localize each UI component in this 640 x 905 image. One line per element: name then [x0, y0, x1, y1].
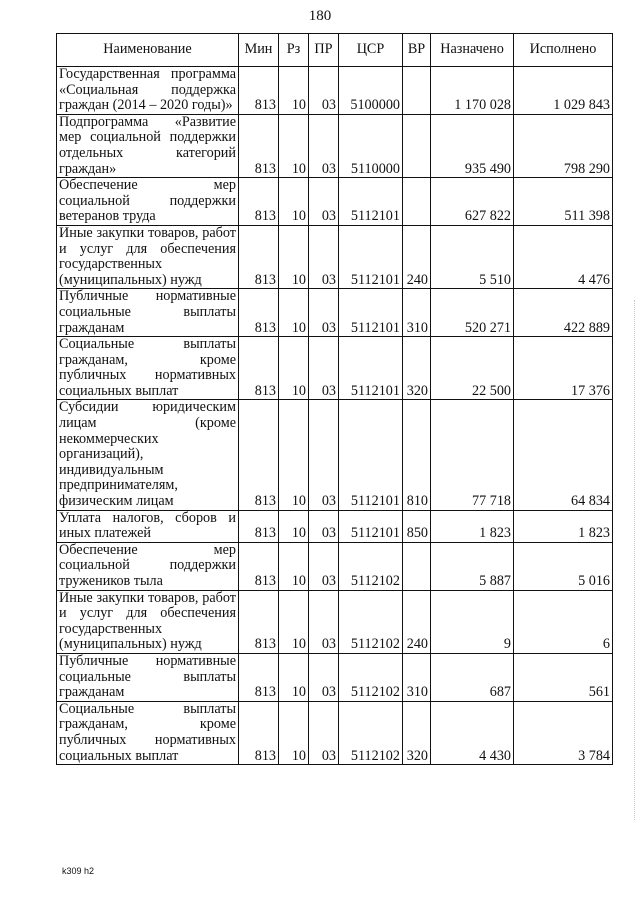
cell-name: Социальные выплаты гражданам, кроме публичных нормативных социальных выплат [57, 701, 239, 764]
cell-name: Уплата налогов, сборов и иных платежей [57, 510, 239, 542]
cell-vr [403, 67, 431, 115]
cell-csr: 5112101 [339, 178, 403, 226]
cell-min: 813 [239, 337, 279, 400]
cell-executed: 17 376 [514, 337, 613, 400]
cell-vr: 310 [403, 289, 431, 337]
cell-pr: 03 [309, 701, 339, 764]
cell-executed: 422 889 [514, 289, 613, 337]
cell-vr: 240 [403, 590, 431, 653]
cell-name: Субсидии юридическим лицам (кроме некоммерческих организаций), индивидуальным предпринимателям, физическим лицам [57, 400, 239, 510]
header-vr: ВР [403, 34, 431, 67]
cell-name: Социальные выплаты гражданам, кроме публичных нормативных социальных выплат [57, 337, 239, 400]
cell-vr: 320 [403, 337, 431, 400]
cell-rz: 10 [279, 653, 309, 701]
cell-csr: 5112102 [339, 590, 403, 653]
cell-rz: 10 [279, 400, 309, 510]
cell-assigned: 5 887 [431, 542, 514, 590]
table-row [57, 225, 613, 288]
cell-name: Обеспечение мер социальной поддержки ветеранов труда [57, 178, 239, 226]
cell-rz: 10 [279, 289, 309, 337]
cell-rz: 10 [279, 67, 309, 115]
cell-assigned: 9 [431, 590, 514, 653]
cell-assigned: 687 [431, 653, 514, 701]
table-row [57, 653, 613, 701]
header-min: Мин [239, 34, 279, 67]
cell-vr: 240 [403, 225, 431, 288]
cell-min: 813 [239, 510, 279, 542]
cell-csr: 5100000 [339, 67, 403, 115]
cell-executed: 4 476 [514, 225, 613, 288]
cell-assigned: 22 500 [431, 337, 514, 400]
cell-executed: 1 029 843 [514, 67, 613, 115]
header-csr: ЦСР [339, 34, 403, 67]
cell-min: 813 [239, 653, 279, 701]
cell-pr: 03 [309, 225, 339, 288]
cell-name: Публичные нормативные социальные выплаты гражданам [57, 289, 239, 337]
cell-vr: 810 [403, 400, 431, 510]
page-number: 180 [308, 8, 332, 24]
cell-assigned: 520 271 [431, 289, 514, 337]
cell-pr: 03 [309, 590, 339, 653]
cell-executed: 511 398 [514, 178, 613, 226]
cell-rz: 10 [279, 114, 309, 177]
cell-rz: 10 [279, 225, 309, 288]
cell-assigned: 1 823 [431, 510, 514, 542]
cell-assigned: 4 430 [431, 701, 514, 764]
cell-min: 813 [239, 289, 279, 337]
header-rz: Рз [279, 34, 309, 67]
cell-pr: 03 [309, 67, 339, 115]
cell-csr: 5110000 [339, 114, 403, 177]
header-executed: Исполнено [514, 34, 613, 67]
cell-assigned: 627 822 [431, 178, 514, 226]
cell-rz: 10 [279, 590, 309, 653]
cell-executed: 3 784 [514, 701, 613, 764]
table-header-row [57, 34, 613, 67]
table-row [57, 542, 613, 590]
cell-vr: 310 [403, 653, 431, 701]
cell-executed: 1 823 [514, 510, 613, 542]
header-pr: ПР [309, 34, 339, 67]
cell-min: 813 [239, 542, 279, 590]
cell-executed: 561 [514, 653, 613, 701]
cell-vr [403, 114, 431, 177]
cell-vr: 850 [403, 510, 431, 542]
budget-table [56, 33, 613, 765]
scan-edge-artifact [634, 300, 636, 820]
cell-rz: 10 [279, 337, 309, 400]
cell-pr: 03 [309, 400, 339, 510]
table-row [57, 178, 613, 226]
cell-csr: 5112101 [339, 510, 403, 542]
cell-pr: 03 [309, 542, 339, 590]
cell-assigned: 935 490 [431, 114, 514, 177]
cell-assigned: 1 170 028 [431, 67, 514, 115]
cell-executed: 64 834 [514, 400, 613, 510]
cell-name: Иные закупки товаров, работ и услуг для обеспечения государственных (муниципальных) нужд [57, 590, 239, 653]
cell-csr: 5112102 [339, 542, 403, 590]
cell-min: 813 [239, 701, 279, 764]
cell-rz: 10 [279, 510, 309, 542]
cell-pr: 03 [309, 510, 339, 542]
cell-min: 813 [239, 400, 279, 510]
table-row [57, 590, 613, 653]
cell-rz: 10 [279, 542, 309, 590]
table-row [57, 67, 613, 115]
cell-executed: 798 290 [514, 114, 613, 177]
cell-pr: 03 [309, 289, 339, 337]
header-assigned: Назначено [431, 34, 514, 67]
cell-min: 813 [239, 67, 279, 115]
cell-min: 813 [239, 225, 279, 288]
cell-executed: 5 016 [514, 542, 613, 590]
cell-pr: 03 [309, 114, 339, 177]
cell-rz: 10 [279, 178, 309, 226]
table-row [57, 114, 613, 177]
cell-min: 813 [239, 114, 279, 177]
cell-pr: 03 [309, 178, 339, 226]
cell-name: Иные закупки товаров, работ и услуг для обеспечения государственных (муниципальных) нужд [57, 225, 239, 288]
cell-min: 813 [239, 590, 279, 653]
cell-vr [403, 178, 431, 226]
header-name: Наименование [57, 34, 239, 67]
table-row [57, 510, 613, 542]
cell-vr [403, 542, 431, 590]
table-row [57, 337, 613, 400]
table-row [57, 289, 613, 337]
footer-code: k309 h2 [62, 866, 95, 876]
cell-assigned: 77 718 [431, 400, 514, 510]
cell-csr: 5112101 [339, 337, 403, 400]
cell-csr: 5112102 [339, 653, 403, 701]
cell-min: 813 [239, 178, 279, 226]
cell-csr: 5112102 [339, 701, 403, 764]
cell-pr: 03 [309, 337, 339, 400]
cell-name: Публичные нормативные социальные выплаты гражданам [57, 653, 239, 701]
cell-name: Государственная программа «Социальная поддержка граждан (2014 – 2020 годы)» [57, 67, 239, 115]
table-row [57, 701, 613, 764]
cell-name: Обеспечение мер социальной поддержки тружеников тыла [57, 542, 239, 590]
cell-csr: 5112101 [339, 400, 403, 510]
table-body [57, 67, 613, 765]
cell-assigned: 5 510 [431, 225, 514, 288]
cell-pr: 03 [309, 653, 339, 701]
cell-executed: 6 [514, 590, 613, 653]
cell-rz: 10 [279, 701, 309, 764]
table-row [57, 400, 613, 510]
cell-csr: 5112101 [339, 289, 403, 337]
cell-csr: 5112101 [339, 225, 403, 288]
cell-name: Подпрограмма «Развитие мер социальной поддержки отдельных категорий граждан» [57, 114, 239, 177]
cell-vr: 320 [403, 701, 431, 764]
